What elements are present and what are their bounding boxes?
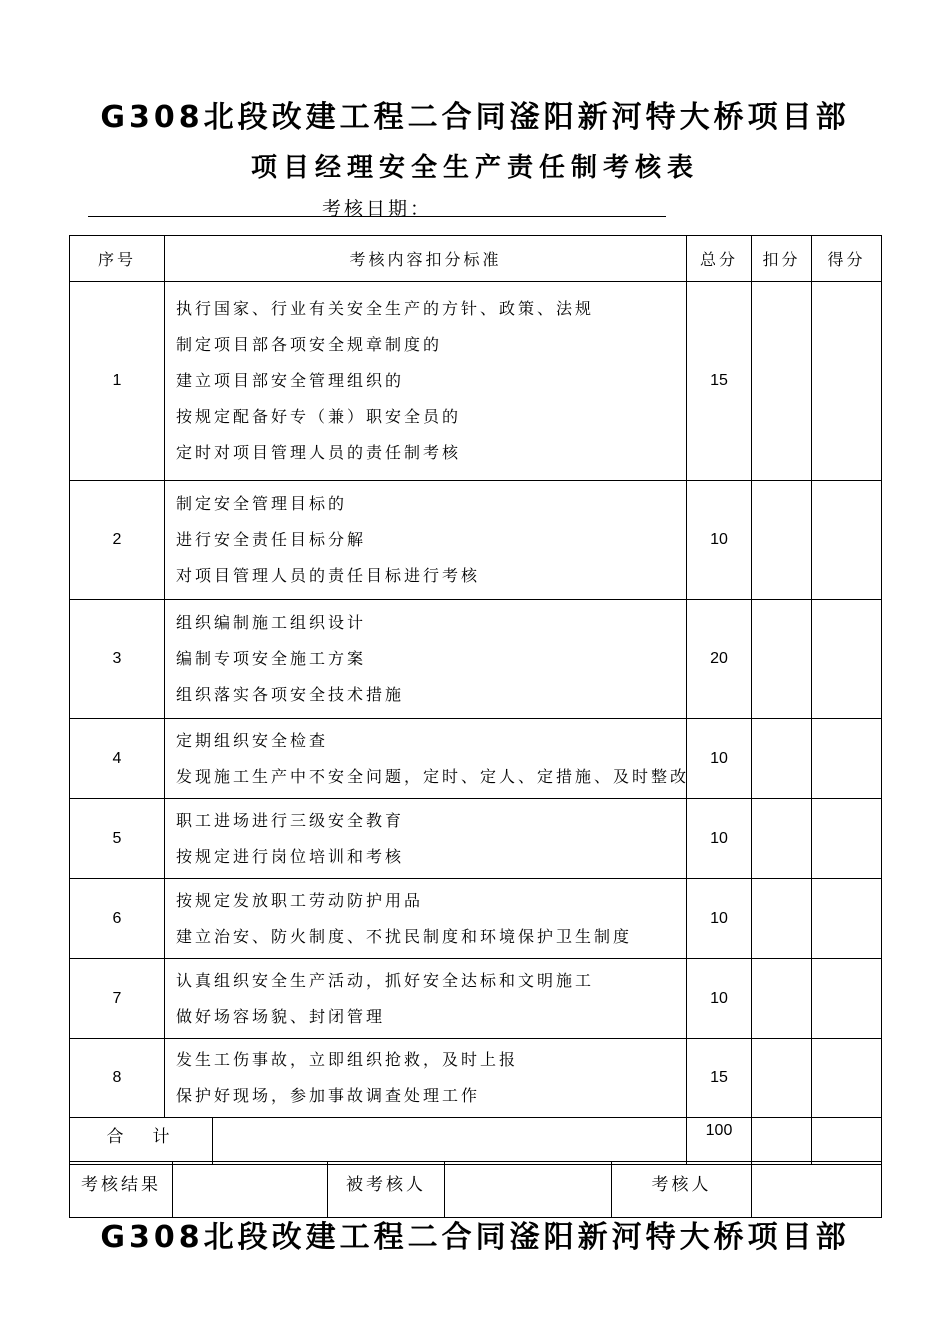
- organization-title: G308北段改建工程二合同滏阳新河特大桥项目部: [100, 100, 850, 135]
- sum-label-cell: [70, 1118, 687, 1165]
- criteria-line: 按规定配备好专（兼）职安全员的: [176, 407, 462, 426]
- criteria-line: 执行国家、行业有关安全生产的方针、政策、法规: [176, 299, 595, 318]
- total-score: 10: [687, 719, 752, 799]
- row-number: 2: [70, 481, 165, 600]
- table-row: [70, 719, 882, 799]
- sum-blank: [213, 1118, 686, 1164]
- criteria-cell: [165, 282, 687, 481]
- criteria-cell: [165, 600, 687, 719]
- score-cell[interactable]: [812, 799, 882, 879]
- sum-total: 100: [687, 1118, 752, 1165]
- column-header-deduction: 扣分: [752, 236, 812, 282]
- assessor-label: 考核人: [612, 1162, 752, 1218]
- form-title: 项目经理安全生产责任制考核表: [250, 153, 699, 183]
- table-row: [70, 959, 882, 1039]
- criteria-line: 按规定进行岗位培训和考核: [176, 846, 405, 866]
- deduction-cell[interactable]: [752, 799, 812, 879]
- table-row: [70, 282, 882, 481]
- criteria-cell: [165, 1039, 687, 1118]
- criteria-line: 编制专项安全施工方案: [176, 649, 367, 668]
- assessee-field[interactable]: [445, 1162, 612, 1218]
- score-cell[interactable]: [812, 959, 882, 1039]
- criteria-line: 组织落实各项安全技术措施: [176, 685, 405, 704]
- score-cell[interactable]: [812, 719, 882, 799]
- sum-label: 合 计: [70, 1118, 213, 1164]
- criteria-cell: [165, 481, 687, 600]
- deduction-cell[interactable]: [752, 282, 812, 481]
- row-number: 3: [70, 600, 165, 719]
- assessment-table: [69, 235, 882, 1165]
- table-row: [70, 799, 882, 879]
- signature-table: [69, 1161, 882, 1218]
- deduction-cell[interactable]: [752, 959, 812, 1039]
- table-row: [70, 481, 882, 600]
- deduction-cell[interactable]: [752, 1039, 812, 1118]
- total-score: 15: [687, 282, 752, 481]
- criteria-line: 建立项目部安全管理组织的: [176, 371, 405, 390]
- criteria-line: 进行安全责任目标分解: [176, 530, 367, 549]
- row-number: 4: [70, 719, 165, 799]
- total-score: 10: [687, 799, 752, 879]
- criteria-line: 制定项目部各项安全规章制度的: [176, 335, 443, 354]
- score-cell[interactable]: [812, 600, 882, 719]
- assessor-field[interactable]: [752, 1162, 882, 1218]
- criteria-line: 对项目管理人员的责任目标进行考核: [176, 566, 481, 585]
- score-cell[interactable]: [812, 1039, 882, 1118]
- total-score: 20: [687, 600, 752, 719]
- criteria-line: 职工进场进行三级安全教育: [176, 810, 405, 830]
- criteria-line: 组织编制施工组织设计: [176, 613, 367, 632]
- sum-score-cell[interactable]: [812, 1118, 882, 1165]
- criteria-line: 保护好现场，参加事故调查处理工作: [176, 1086, 481, 1105]
- result-label: 考核结果: [70, 1162, 173, 1218]
- table-row: [70, 600, 882, 719]
- total-score: 10: [687, 879, 752, 959]
- table-row: [70, 879, 882, 959]
- score-cell[interactable]: [812, 481, 882, 600]
- sum-deduction-cell[interactable]: [752, 1118, 812, 1165]
- deduction-cell[interactable]: [752, 481, 812, 600]
- criteria-cell: [165, 879, 687, 959]
- criteria-line: 定时对项目管理人员的责任制考核: [176, 443, 462, 462]
- criteria-line: 定期组织安全检查: [176, 730, 329, 750]
- sum-row: [70, 1118, 882, 1165]
- score-cell[interactable]: [812, 879, 882, 959]
- deduction-cell[interactable]: [752, 719, 812, 799]
- signature-row: [70, 1162, 882, 1218]
- assessment-date-line: [88, 194, 666, 220]
- column-header-score: 得分: [812, 236, 882, 282]
- criteria-line: 按规定发放职工劳动防护用品: [176, 890, 424, 910]
- score-cell[interactable]: [812, 282, 882, 481]
- criteria-cell: [165, 959, 687, 1039]
- total-score: 10: [687, 959, 752, 1039]
- row-number: 6: [70, 879, 165, 959]
- criteria-line: 认真组织安全生产活动，抓好安全达标和文明施工: [176, 970, 595, 990]
- row-number: 5: [70, 799, 165, 879]
- column-header-criteria: 考核内容扣分标准: [165, 236, 687, 282]
- criteria-line: 发现施工生产中不安全问题，定时、定人、定措施、及时整改: [176, 766, 690, 786]
- organization-title-footer: G308北段改建工程二合同滏阳新河特大桥项目部: [100, 1220, 850, 1255]
- result-field[interactable]: [173, 1162, 328, 1218]
- assessee-label: 被考核人: [328, 1162, 445, 1218]
- row-number: 8: [70, 1039, 165, 1118]
- column-header-number: 序号: [70, 236, 165, 282]
- criteria-cell: [165, 719, 690, 799]
- criteria-cell: [165, 799, 687, 879]
- deduction-cell[interactable]: [752, 879, 812, 959]
- row-number: 1: [70, 282, 165, 481]
- column-header-total: 总分: [687, 236, 752, 282]
- criteria-line: 制定安全管理目标的: [176, 494, 348, 513]
- row-number: 7: [70, 959, 165, 1039]
- criteria-line: 建立治安、防火制度、不扰民制度和环境保护卫生制度: [176, 926, 633, 946]
- deduction-cell[interactable]: [752, 600, 812, 719]
- table-row: [70, 1039, 882, 1118]
- total-score: 10: [687, 481, 752, 600]
- assessment-date-label: 考核日期：: [321, 198, 432, 220]
- total-score: 15: [687, 1039, 752, 1118]
- criteria-line: 做好场容场貌、封闭管理: [176, 1006, 386, 1026]
- criteria-line: 发生工伤事故，立即组织抢救，及时上报: [176, 1050, 519, 1069]
- table-header-row: [70, 236, 882, 282]
